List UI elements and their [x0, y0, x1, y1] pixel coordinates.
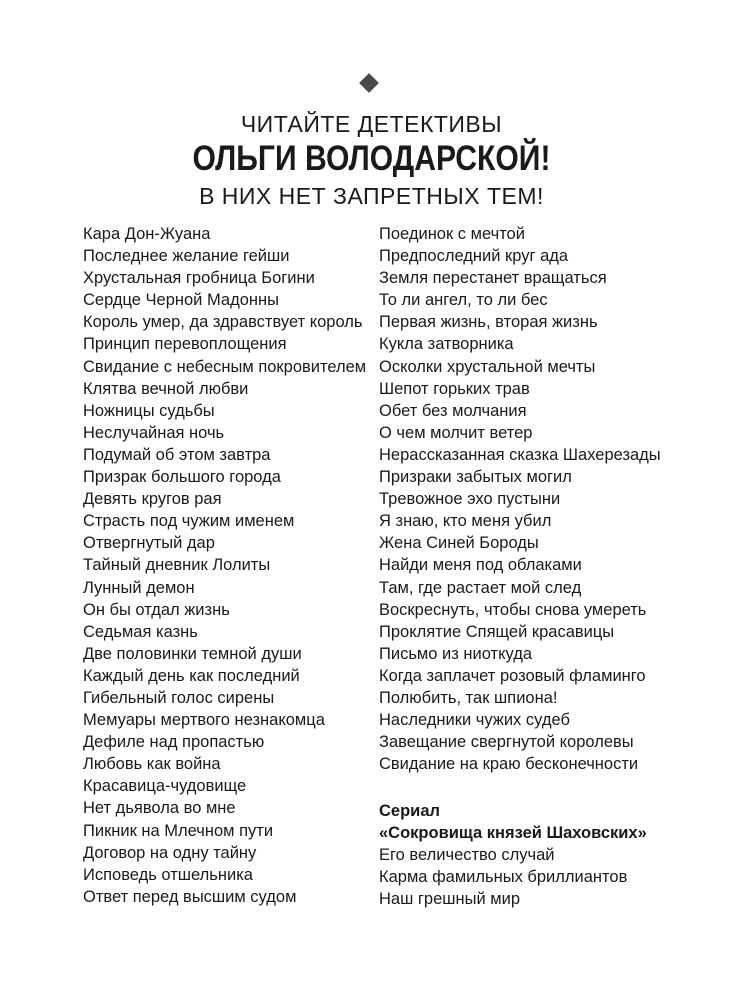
book-title: Каждый день как последний	[83, 666, 300, 685]
book-title: Король умер, да здравствует король	[83, 313, 363, 332]
series-label: Сериал	[379, 802, 440, 820]
book-title: Девять кругов рая	[83, 490, 222, 509]
book-title: Поединок с мечтой	[379, 225, 525, 243]
book-title: Гибельный голос сирены	[83, 688, 275, 707]
book-title: Свидание на краю бесконечности	[379, 755, 639, 774]
book-title: Любовь как война	[83, 755, 221, 774]
book-title: Хрустальная гробница Богини	[83, 269, 315, 288]
book-title: Последнее желание гейши	[83, 247, 290, 266]
book-title: Тайный дневник Лолиты	[83, 556, 271, 575]
book-title: Клятва вечной любви	[83, 379, 249, 398]
book-title: Первая жизнь, вторая жизнь	[379, 313, 598, 332]
book-title: Проклятие Спящей красавицы	[379, 622, 615, 641]
book-title: Шепот горьких трав	[379, 379, 530, 398]
header-line-3: В НИХ НЕТ ЗАПРЕТНЫХ ТЕМ!	[199, 183, 544, 209]
left-title-list	[83, 223, 366, 908]
book-title: Тревожное эхо пустыни	[379, 490, 561, 509]
series-block	[379, 800, 647, 910]
book-title: Призрак большого города	[83, 468, 281, 487]
book-title: Дефиле над пропастью	[83, 733, 265, 752]
book-title: Я знаю, кто меня убил	[379, 512, 552, 531]
book-title: Воскреснуть, чтобы снова умереть	[379, 600, 647, 619]
book-title: Наследники чужих судеб	[379, 711, 570, 730]
book-title: Нерассказанная сказка Шахерезады	[379, 445, 661, 464]
author-name-heading: ОЛЬГИ ВОЛОДАРСКОЙ!	[192, 139, 551, 178]
book-title: О чем молчит ветер	[379, 423, 533, 442]
book-title: Лунный демон	[83, 578, 195, 597]
book-title: Принцип перевоплощения	[83, 335, 287, 354]
right-title-list	[379, 223, 661, 775]
book-title: Седьмая казнь	[83, 622, 198, 641]
book-title: Там, где растает мой след	[379, 578, 582, 597]
book-title: Предпоследний круг ада	[379, 247, 569, 266]
book-title: Найди меня под облаками	[379, 556, 582, 575]
book-title: Полюбить, так шпиона!	[379, 688, 558, 707]
series-title: Наш грешный мир	[379, 890, 521, 909]
book-title: Кукла затворника	[379, 335, 514, 354]
series-title: Карма фамильных бриллиантов	[379, 868, 628, 887]
book-title: Ножницы судьбы	[83, 401, 215, 420]
series-title: Его величество случай	[379, 846, 555, 865]
book-title: Письмо из ниоткуда	[379, 644, 533, 663]
book-title: То ли ангел, то ли бес	[379, 291, 548, 310]
book-title: Призраки забытых могил	[379, 468, 572, 487]
book-title: Сердце Черной Мадонны	[83, 291, 279, 310]
book-title: Красавица-чудовище	[83, 777, 247, 796]
book-title: Пикник на Млечном пути	[83, 821, 274, 840]
book-title: Осколки хрустальной мечты	[379, 357, 596, 376]
book-title: Мемуары мертвого незнакомца	[83, 711, 325, 730]
book-title: Земля перестанет вращаться	[379, 269, 607, 288]
book-title: Страсть под чужим именем	[83, 512, 295, 531]
book-title: Нет дьявола во мне	[83, 799, 236, 818]
book-title: Две половинки темной души	[83, 644, 302, 663]
book-title: Неслучайная ночь	[83, 423, 225, 442]
book-title: Завещание свергнутой королевы	[379, 733, 634, 752]
book-title: Свидание с небесным покровителем	[83, 357, 367, 376]
book-title: Он бы отдал жизнь	[83, 600, 230, 619]
book-title: Отвергнутый дар	[83, 534, 215, 553]
book-title: Подумай об этом завтра	[83, 445, 271, 464]
book-title: Когда заплачет розовый фламинго	[379, 666, 646, 685]
book-title: Ответ перед высшим судом	[83, 887, 297, 906]
book-title: Исповедь отшельника	[83, 865, 253, 884]
book-title: Договор на одну тайну	[83, 843, 257, 862]
book-title: Обет без молчания	[379, 401, 527, 420]
book-title: Кара Дон-Жуана	[83, 225, 211, 243]
series-name: «Сокровища князей Шаховских»	[379, 824, 647, 843]
diamond-ornament-icon	[359, 73, 379, 93]
book-title: Жена Синей Бороды	[379, 534, 539, 553]
header-line-1: ЧИТАЙТЕ ДЕТЕКТИВЫ	[240, 111, 503, 137]
